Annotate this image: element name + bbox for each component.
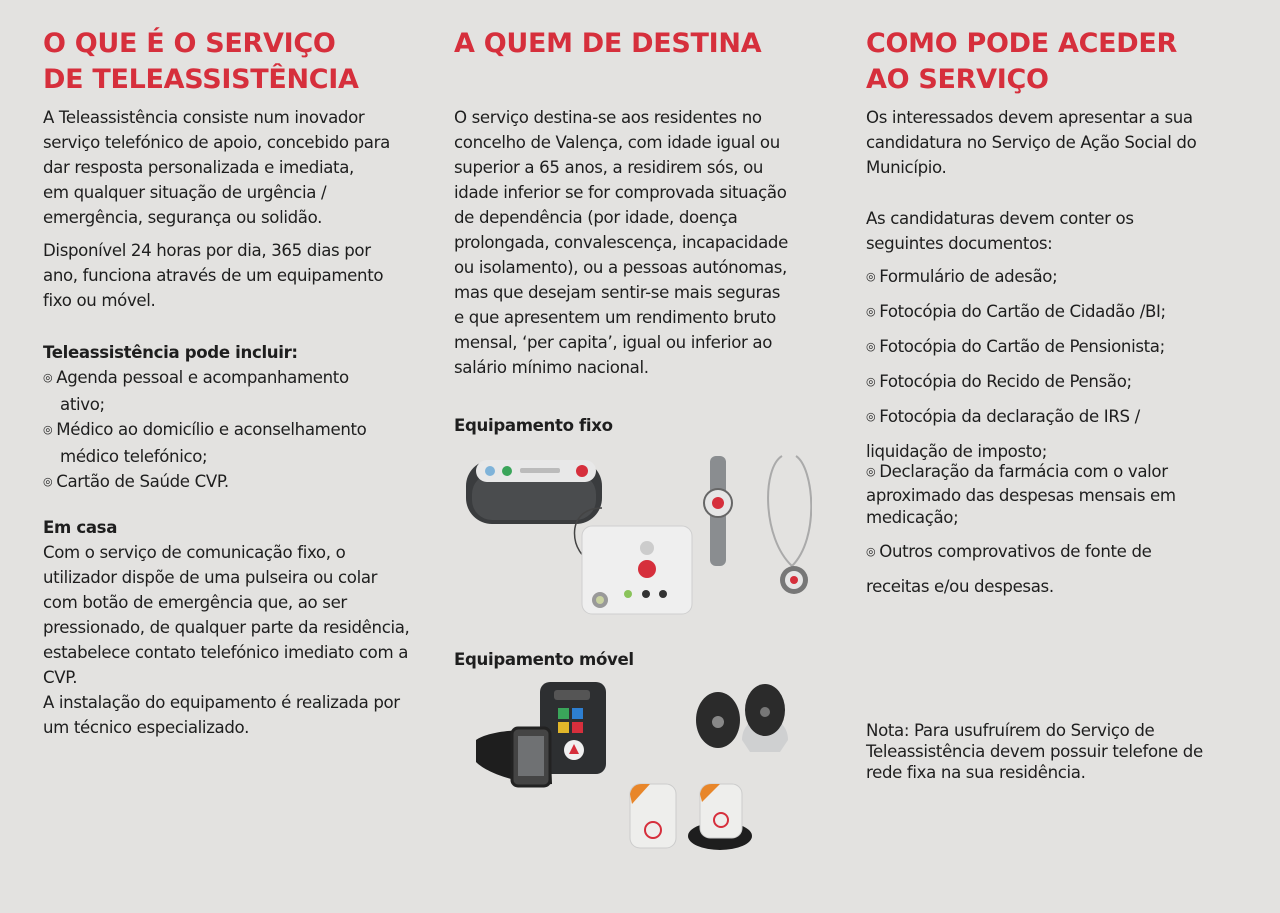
list-item: ◎ Formulário de adesão; <box>866 264 1166 291</box>
includes-list <box>43 365 366 496</box>
list-item: ◎ Cartão de Saúde CVP. <box>43 469 366 496</box>
list-item: ◎ Fotocópia do Cartão de Pensionista; <box>866 334 1166 361</box>
intro-paragraph: A Teleassistência consiste num inovador serviço telefónico de apoio, concebido para dar resposta personalizada e imediata, em qualquer situação de urgência / emergência, segurança ou solidão. <box>43 108 390 227</box>
mobile-equipment-image <box>470 680 810 855</box>
home-paragraph: Com o serviço de comunicação fixo, o utilizador dispõe de uma pulseira ou colar com botão de emergência que, ao ser pressionado, de qualquer parte da residência, estabelece contato telefónico imediato com a CVP. A instalação do equipamento é realizada por um técnico especializado. <box>43 543 410 737</box>
title-what-is: O QUE É O SERVIÇO DE TELEASSISTÊNCIA <box>43 28 359 95</box>
list-item: ◎ Fotocópia do Cartão de Cidadão /BI; <box>866 299 1166 326</box>
pharmacy-item: ◎ Declaração da farmácia com o valor aproximado das despesas mensais em medicação; <box>866 461 1176 529</box>
other-proofs-item: ◎ Outros comprovativos de fonte de receitas e/ou despesas. <box>866 539 1152 599</box>
documents-list <box>866 264 1166 472</box>
note-paragraph: Nota: Para usufruírem do Serviço de Teleassistência devem possuir telefone de rede fixa na sua residência. <box>866 721 1203 782</box>
list-item: liquidação de imposto; <box>866 442 1047 461</box>
includes-heading: Teleassistência pode incluir: <box>43 343 298 362</box>
mobile-equipment-heading: Equipamento móvel <box>454 650 634 669</box>
fixed-equipment-heading: Equipamento fixo <box>454 416 613 435</box>
availability-paragraph: Disponível 24 horas por dia, 365 dias por ano, funciona através de um equipamento fixo ou móvel. <box>43 241 384 310</box>
list-item: ◎ Médico ao domicílio e aconselhamento médico telefónico; <box>43 417 366 469</box>
title-who-for: A QUEM DE DESTINA <box>454 28 762 59</box>
apply-paragraph: Os interessados devem apresentar a sua candidatura no Serviço de Ação Social do Município. <box>866 108 1197 177</box>
home-heading: Em casa <box>43 518 118 537</box>
list-item: ◎ Fotocópia do Recido de Pensão; <box>866 369 1166 396</box>
documents-intro: As candidaturas devem conter os seguintes documentos: <box>866 209 1134 253</box>
eligibility-paragraph: O serviço destina-se aos residentes no concelho de Valença, com idade igual ou superior a 65 anos, a residirem sós, ou idade inferior se for comprovada situação de dependência (por idade, doença prolongada, convalescença, incapacidade ou isolamento), ou a pessoas autónomas, mas que desejam sentir-se mais seguras e que apresentem um rendimento bruto mensal, ‘per capita’, igual ou inferior ao salário mínimo nacional. <box>454 108 788 377</box>
fixed-equipment-image <box>462 448 812 618</box>
list-item: ◎ Fotocópia da declaração de IRS / <box>866 404 1166 431</box>
list-item: ◎ Agenda pessoal e acompanhamento ativo; <box>43 365 366 417</box>
title-how-to-access: COMO PODE ACEDER AO SERVIÇO <box>866 28 1177 95</box>
